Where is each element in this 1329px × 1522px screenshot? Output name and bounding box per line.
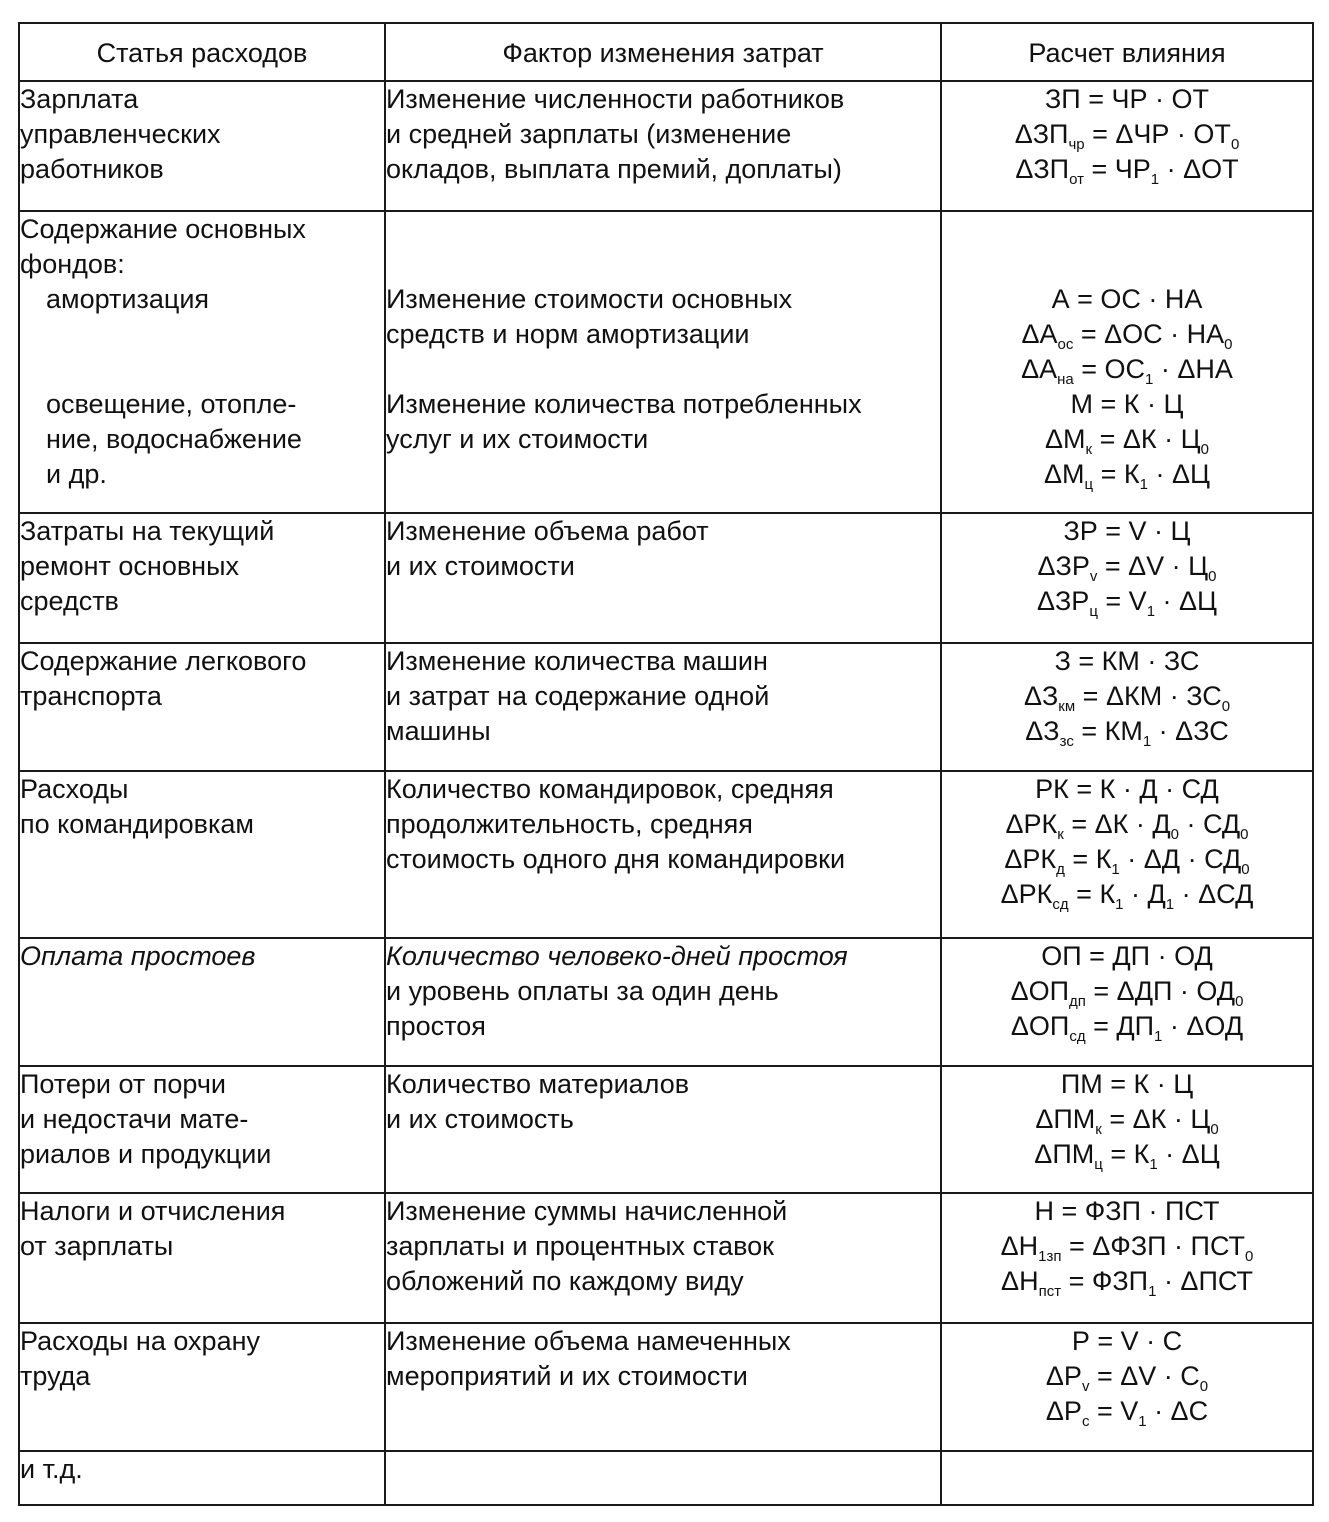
impact-calculation-cell <box>941 81 1313 211</box>
formula-text: ОП = ДП · ОД <box>1041 941 1213 971</box>
cost-item-cell <box>19 211 385 513</box>
formula-subscript: ц <box>1089 603 1098 620</box>
impact-calculation-cell <box>941 1193 1313 1323</box>
table-row <box>19 643 1313 771</box>
formula-subscript: 0 <box>1230 136 1240 153</box>
change-factor-cell <box>385 1193 941 1323</box>
formula-subscript: 1 <box>1145 371 1154 388</box>
formula-text: = К <box>1064 844 1112 874</box>
formula-subscript: 0 <box>1208 568 1217 585</box>
table-row <box>19 1451 1313 1505</box>
formula-text: А = ОС · НА <box>1051 284 1203 314</box>
formula-text: ПМ = К · Ц <box>1060 1069 1194 1099</box>
cost-item-text: работников <box>20 154 164 184</box>
cost-item-text: Расходы <box>20 774 129 804</box>
formula-text: ΔРК <box>1000 879 1053 909</box>
header-cost-item: Статья расходов <box>19 23 385 81</box>
formula-line <box>942 82 1312 117</box>
formula-text: · ΔПСТ <box>1156 1266 1253 1296</box>
formula-text: · СД <box>1178 809 1241 839</box>
change-factor-text: окладов, выплата премий, доплаты) <box>386 154 842 184</box>
change-factor-text: Изменение количества машин <box>386 646 768 676</box>
table-row <box>19 771 1313 938</box>
formula-line <box>942 644 1312 679</box>
formula-text: · ΔНА <box>1153 354 1233 384</box>
blank-line <box>386 247 940 282</box>
change-factor-cell <box>385 211 941 513</box>
change-factor-text: и их стоимости <box>386 551 575 581</box>
formula-line <box>942 842 1312 877</box>
cost-item-text: по командировкам <box>20 809 254 839</box>
formula-text: Н = ФЗП · ПСТ <box>1034 1196 1220 1226</box>
cost-item-text: фондов: <box>20 249 125 279</box>
cost-item-text: ремонт основных <box>20 551 239 581</box>
cost-item-text: Потери от порчи <box>20 1069 227 1099</box>
impact-calculation-cell <box>941 1451 1313 1505</box>
formula-line <box>942 807 1312 842</box>
formula-subscript: 0 <box>1221 698 1231 715</box>
formula-line <box>942 939 1312 974</box>
cost-item-text: Налоги и отчисления <box>20 1196 286 1226</box>
formula-line <box>942 772 1312 807</box>
formula-subscript: д <box>1056 861 1065 878</box>
formula-subscript: 0 <box>1224 336 1233 353</box>
formula-line <box>942 422 1312 457</box>
formula-text: = ΔОС · НА <box>1073 319 1225 349</box>
formula-subscript: v <box>1081 1378 1090 1395</box>
formula-line <box>942 877 1312 912</box>
formula-line <box>942 549 1312 584</box>
impact-calculation-cell <box>941 643 1313 771</box>
formula-line <box>942 282 1312 317</box>
formula-text: = ΔV · Ц <box>1097 551 1209 581</box>
formula-text: = ФЗП <box>1061 1266 1149 1296</box>
change-factor-text: Изменение численности работников <box>386 84 845 114</box>
impact-calculation-cell <box>941 513 1313 643</box>
formula-text: ЗП = ЧР · ОТ <box>1045 84 1209 114</box>
cost-item-text: средств <box>20 586 119 616</box>
cost-item-text: Содержание легкового <box>20 646 307 676</box>
blank-line <box>386 212 940 247</box>
formula-line <box>942 1194 1312 1229</box>
formula-line <box>942 584 1312 619</box>
formula-line <box>942 1324 1312 1359</box>
formula-subscript: 0 <box>1235 993 1244 1010</box>
change-factor-cell <box>385 1451 941 1505</box>
change-factor-cell <box>385 513 941 643</box>
formula-subscript: сд <box>1052 896 1069 913</box>
cost-subitem-text: амортизация <box>46 284 210 314</box>
formula-line <box>942 679 1312 714</box>
formula-subscript: 1 <box>1149 1156 1158 1173</box>
change-factor-text: Изменение объема намеченных <box>386 1326 791 1356</box>
change-factor-cell <box>385 771 941 938</box>
cost-subitem-text: и др. <box>46 459 107 489</box>
change-factor-text: средств и норм амортизации <box>386 319 750 349</box>
formula-subscript: чр <box>1068 136 1085 153</box>
formula-line <box>942 457 1312 492</box>
formula-subscript: 1 <box>1154 1028 1163 1045</box>
formula-text: ΔР <box>1045 1396 1082 1426</box>
table-header-row <box>19 23 1313 81</box>
formula-line <box>942 117 1312 152</box>
formula-subscript: 0 <box>1210 1121 1219 1138</box>
table-row <box>19 1066 1313 1193</box>
cost-item-text: транспорта <box>20 681 162 711</box>
formula-subscript: 1 <box>1115 896 1124 913</box>
change-factor-text: Изменение количества потребленных <box>386 389 862 419</box>
formula-line <box>942 714 1312 749</box>
formula-text: = ΔКМ · ЗС <box>1075 681 1222 711</box>
formula-text: ΔЗ <box>1023 681 1059 711</box>
change-factor-cell <box>385 643 941 771</box>
cost-item-text: Зарплата <box>20 84 139 114</box>
change-factor-text: Изменение объема работ <box>386 516 709 546</box>
impact-calculation-cell <box>941 938 1313 1066</box>
table-row <box>19 1193 1313 1323</box>
formula-text: · ΔЦ <box>1147 459 1210 489</box>
formula-text: = ЧР <box>1083 154 1151 184</box>
formula-text: = ΔК · Ц <box>1092 424 1201 454</box>
change-factor-text: стоимость одного дня командировки <box>386 844 846 874</box>
formula-subscript: 1зп <box>1038 1248 1062 1265</box>
formula-text: = ДП <box>1085 1011 1155 1041</box>
formula-text: · ΔОТ <box>1159 154 1239 184</box>
formula-text: = КМ <box>1073 716 1143 746</box>
formula-subscript: к <box>1085 441 1093 458</box>
formula-text: ΔА <box>1021 319 1058 349</box>
formula-line <box>942 387 1312 422</box>
change-factor-text: услуг и их стоимости <box>386 424 649 454</box>
formula-subscript: 1 <box>1138 1413 1147 1430</box>
formula-line <box>942 1359 1312 1394</box>
change-factor-text: простоя <box>386 1011 486 1041</box>
cost-item-text: Оплата простоев <box>20 941 256 971</box>
formula-text: = К <box>1102 1139 1150 1169</box>
cost-item-text: риалов и продукции <box>20 1139 272 1169</box>
formula-subscript: 1 <box>1165 896 1175 913</box>
cost-subitem-text: ние, водоснабжение <box>46 424 302 454</box>
formula-subscript: дп <box>1069 993 1086 1010</box>
formula-line <box>942 1229 1312 1264</box>
formula-text: ΔЗР <box>1036 586 1090 616</box>
header-change-factor: Фактор изменения затрат <box>385 23 941 81</box>
cost-item-cell <box>19 81 385 211</box>
formula-subscript: от <box>1069 171 1084 188</box>
formula-text: = К <box>1093 459 1140 489</box>
formula-text: · ΔОД <box>1162 1011 1244 1041</box>
formula-text: · Д <box>1123 879 1166 909</box>
formula-text: · ΔСД <box>1174 879 1254 909</box>
formula-line <box>942 974 1312 1009</box>
formula-text: = ΔДП · ОД <box>1085 976 1236 1006</box>
formula-subscript: с <box>1081 1413 1090 1430</box>
change-factor-text: зарплаты и процентных ставок <box>386 1231 774 1261</box>
impact-calculation-cell <box>941 1066 1313 1193</box>
formula-text: М = К · Ц <box>1070 389 1184 419</box>
formula-line <box>942 1137 1312 1172</box>
change-factor-text: Количество командировок, средняя <box>386 774 834 804</box>
change-factor-text: Количество материалов <box>386 1069 690 1099</box>
formula-text: · ΔЗС <box>1151 716 1229 746</box>
formula-text: · ΔЦ <box>1157 1139 1220 1169</box>
formula-text: ΔН <box>1001 1266 1039 1296</box>
cost-item-cell <box>19 643 385 771</box>
change-factor-text: и уровень оплаты за один день <box>386 976 779 1006</box>
formula-text: ΔПМ <box>1034 1139 1095 1169</box>
impact-calculation-cell <box>941 211 1313 513</box>
formula-text: = ΔК · Ц <box>1101 1104 1211 1134</box>
cost-item-cell <box>19 1066 385 1193</box>
formula-subscript: км <box>1058 698 1076 715</box>
formula-text: · ΔД · СД <box>1119 844 1242 874</box>
cost-item-text: Содержание основных <box>20 214 306 244</box>
change-factor-text: мероприятий и их стоимости <box>386 1361 748 1391</box>
formula-text: ΔПМ <box>1035 1104 1096 1134</box>
formula-subscript: 0 <box>1241 861 1250 878</box>
formula-text: ΔОП <box>1010 1011 1070 1041</box>
formula-text: ЗР = V · Ц <box>1063 516 1191 546</box>
cost-item-text: труда <box>20 1361 91 1391</box>
cost-item-cell <box>19 1323 385 1451</box>
formula-line <box>942 1009 1312 1044</box>
formula-text: ΔЗР <box>1037 551 1090 581</box>
formula-subscript: 1 <box>1142 733 1152 750</box>
change-factor-text: и средней зарплаты (изменение <box>386 119 792 149</box>
formula-line <box>942 317 1312 352</box>
formula-line <box>942 352 1312 387</box>
change-factor-text: Изменение стоимости основных <box>386 284 793 314</box>
cost-item-text: и недостачи мате- <box>20 1104 249 1134</box>
cost-item-cell <box>19 1193 385 1323</box>
formula-text: ΔЗП <box>1015 154 1070 184</box>
formula-line <box>942 152 1312 187</box>
formula-text: З = КМ · ЗС <box>1054 646 1200 676</box>
formula-subscript: сд <box>1069 1028 1086 1045</box>
cost-item-text: и т.д. <box>20 1454 83 1484</box>
change-factor-cell <box>385 1066 941 1193</box>
formula-text: ΔМ <box>1045 424 1086 454</box>
blank-line <box>386 352 940 387</box>
formula-subscript: 0 <box>1200 441 1209 458</box>
formula-subscript: ц <box>1084 476 1094 493</box>
cost-item-cell <box>19 1451 385 1505</box>
formula-subscript: 1 <box>1150 171 1160 188</box>
formula-text: ΔЗ <box>1025 716 1060 746</box>
formula-subscript: зс <box>1059 733 1074 750</box>
formula-subscript: 1 <box>1148 1283 1157 1300</box>
formula-line <box>942 1264 1312 1299</box>
blank-line <box>942 212 1312 247</box>
formula-text: = К <box>1068 879 1116 909</box>
formula-subscript: к <box>1057 826 1064 843</box>
formula-subscript: 0 <box>1245 1248 1254 1265</box>
formula-line <box>942 1067 1312 1102</box>
change-factor-text: продолжительность, средняя <box>386 809 753 839</box>
formula-text: Р = V · С <box>1071 1326 1183 1356</box>
formula-line <box>942 1102 1312 1137</box>
change-factor-text: обложений по каждому виду <box>386 1266 744 1296</box>
formula-subscript: v <box>1089 568 1098 585</box>
table-row <box>19 81 1313 211</box>
change-factor-text: машины <box>386 716 491 746</box>
formula-subscript: на <box>1057 371 1074 388</box>
formula-subscript: 1 <box>1139 476 1148 493</box>
formula-subscript: 0 <box>1199 1378 1209 1395</box>
formula-text: ΔРК <box>1004 844 1057 874</box>
formula-text: = ΔV · С <box>1089 1361 1200 1391</box>
change-factor-text: Количество человеко-дней простоя <box>386 941 848 971</box>
cost-factor-table <box>18 22 1314 1506</box>
formula-subscript: 1 <box>1111 861 1120 878</box>
formula-text: ΔН <box>1000 1231 1039 1261</box>
change-factor-cell <box>385 938 941 1066</box>
table-row <box>19 513 1313 643</box>
formula-text: ΔЗП <box>1014 119 1069 149</box>
cost-item-cell <box>19 513 385 643</box>
formula-text: = ОС <box>1073 354 1146 384</box>
table-body <box>19 81 1313 1505</box>
formula-text: ΔРК <box>1005 809 1058 839</box>
cost-item-text: Расходы на охрану <box>20 1326 260 1356</box>
formula-text: = ΔФЗП · ПСТ <box>1061 1231 1246 1261</box>
formula-line <box>942 1394 1312 1429</box>
change-factor-text: и затрат на содержание одной <box>386 681 770 711</box>
blank-line <box>20 317 384 352</box>
formula-text: = ΔЧР · ОТ <box>1084 119 1231 149</box>
formula-line <box>942 514 1312 549</box>
cost-subitem-text: освещение, отопле- <box>46 389 297 419</box>
formula-subscript: 0 <box>1170 826 1179 843</box>
cost-item-cell <box>19 771 385 938</box>
blank-line <box>942 247 1312 282</box>
formula-text: ΔМ <box>1044 459 1085 489</box>
formula-text: = V <box>1097 586 1147 616</box>
cost-item-text: от зарплаты <box>20 1231 174 1261</box>
formula-subscript: ос <box>1057 336 1074 353</box>
impact-calculation-cell <box>941 771 1313 938</box>
table-row <box>19 211 1313 513</box>
cost-item-text: Затраты на текущий <box>20 516 275 546</box>
cost-item-text: управленческих <box>20 119 221 149</box>
header-impact-calculation: Расчет влияния <box>941 23 1313 81</box>
formula-text: · ΔЦ <box>1155 586 1218 616</box>
table-row <box>19 938 1313 1066</box>
impact-calculation-cell <box>941 1323 1313 1451</box>
formula-subscript: пст <box>1038 1283 1062 1300</box>
formula-text: = V <box>1089 1396 1139 1426</box>
change-factor-cell <box>385 81 941 211</box>
formula-text: = ΔК · Д <box>1063 809 1171 839</box>
cost-item-cell <box>19 938 385 1066</box>
formula-text: ΔОП <box>1010 976 1070 1006</box>
formula-text: РК = К · Д · СД <box>1035 774 1219 804</box>
blank-line <box>20 352 384 387</box>
formula-text: ΔА <box>1021 354 1058 384</box>
formula-subscript: 0 <box>1240 826 1249 843</box>
change-factor-text: Изменение суммы начисленной <box>386 1196 788 1226</box>
formula-subscript: ц <box>1094 1156 1103 1173</box>
formula-text: ΔР <box>1045 1361 1082 1391</box>
change-factor-text: и их стоимость <box>386 1104 574 1134</box>
formula-subscript: к <box>1095 1121 1102 1138</box>
change-factor-cell <box>385 1323 941 1451</box>
table-row <box>19 1323 1313 1451</box>
formula-subscript: 1 <box>1146 603 1156 620</box>
formula-text: · ΔС <box>1146 1396 1209 1426</box>
